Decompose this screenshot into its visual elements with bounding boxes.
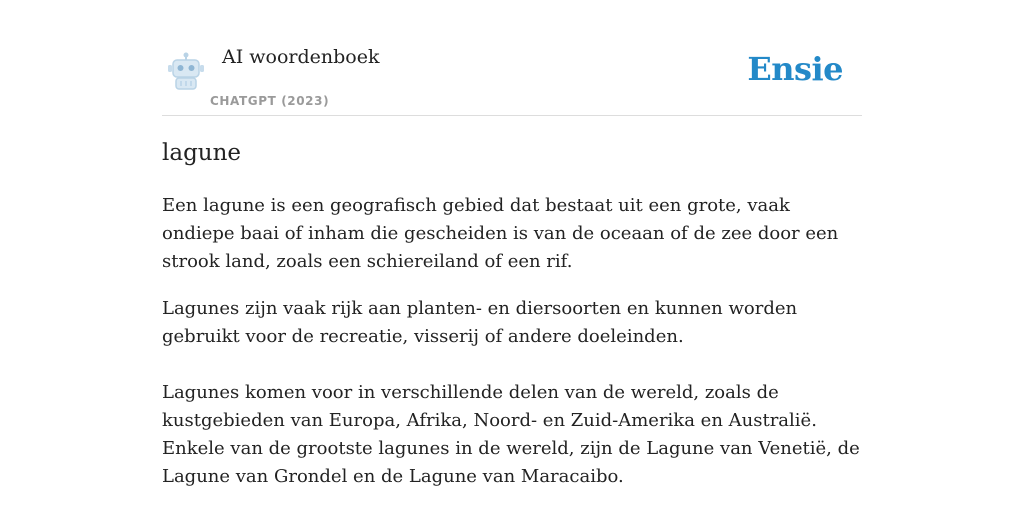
source-title: AI woordenboek <box>222 46 380 68</box>
source-subtitle: CHATGPT (2023) <box>210 94 330 108</box>
entry-header <box>162 0 862 116</box>
definition-paragraph-2: Lagunes zijn vaak rijk aan planten- en diersoorten en kunnen worden gebruikt voor de recreatie, visserij of andere doeleinden. <box>162 298 798 347</box>
robot-icon <box>166 52 206 90</box>
definition-paragraph-3: Lagunes komen voor in verschillende delen van de wereld, zoals de kustgebieden van Europa, Afrika, Noord- en Zuid-Amerika en Australië. Enkele van de grootste lagunes in de wereld, zijn de Lagune van Venetië, de Lagune van Grondel en de Lagune van Maracaibo. <box>162 382 860 487</box>
entry-term: lagune <box>162 140 242 166</box>
dictionary-entry-card <box>162 0 862 487</box>
ensie-logo-link[interactable]: Ensie <box>747 50 843 88</box>
definition-paragraph-1: Een lagune is een geografisch gebied dat bestaat uit een grote, vaak ondiepe baai of inham die gescheiden is van de oceaan of de zee door een strook land, zoals een schiereiland of een rif. <box>162 195 839 272</box>
